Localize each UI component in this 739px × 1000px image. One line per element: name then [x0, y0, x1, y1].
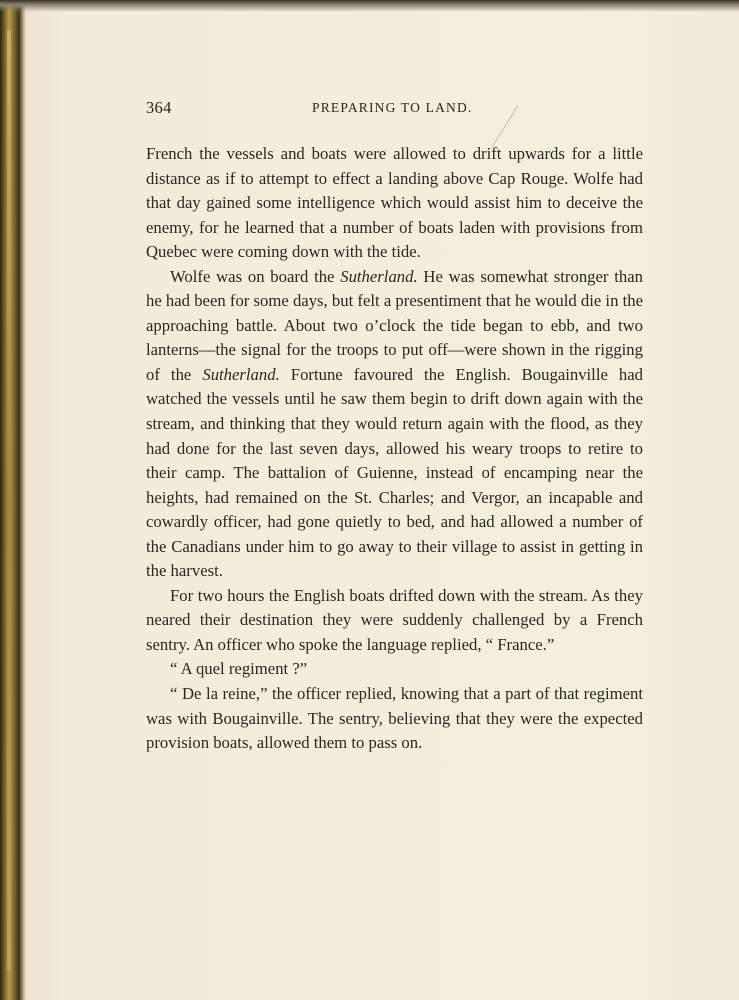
running-head — [146, 98, 476, 126]
top-page-shadow — [0, 0, 739, 12]
paragraph-2 — [146, 265, 643, 584]
paragraph-2-part-a: Wolfe was on board the — [170, 266, 341, 286]
paragraph-3: For two hours the English boats drifted down with the stream. As they neared their destination they were suddenly challenged by a French sentry. An officer who spoke the language replied, “ France.” — [146, 585, 643, 654]
body-text — [146, 142, 643, 756]
running-title: PREPARING TO LAND. — [312, 100, 473, 115]
paragraph-4-dialogue: “ A quel regiment ?” — [170, 659, 308, 679]
paragraph-2-part-c: Fortune favoured the English. Bougainville had watched the vessels until he saw them begin to drift down again with the stream, and thinking that they would return again with the flood, as they had done for the last seven days, allowed his weary troops to retire to their camp. The battalion of Guienne, instead of encamping near the heights, had remained on the St. Charles; and Vergor, an incapable and cowardly officer, had gone quietly to bed, and had allowed a number of the Canadians under him to go away to their village to assist in getting in the harvest. — [146, 364, 643, 581]
paragraph-1: French the vessels and boats were allowed to drift upwards for a little distance as if to attempt to effect a landing above Cap Rouge. Wolfe had that day gained some intelligence which would assist him to deceive the enemy, for he learned that a number of boats laden with provisions from Quebec were coming down with the tide. — [146, 144, 643, 262]
ship-name-italic: Sutherland. — [202, 364, 280, 384]
page-number: 364 — [146, 98, 172, 117]
paragraph-5-dialogue: “ De la reine,” the officer replied, knowing that a part of that regiment was with Bougainville. The sentry, believing that they were the expected provision boats, allowed them to pass on. — [146, 684, 643, 753]
book-binding-edge — [0, 0, 26, 1000]
gilt-edge-highlight — [7, 30, 11, 970]
paragraph-2-part-b: He was somewhat stronger than he had been for some days, but felt a presentiment that he would die in the approaching battle. About two o’clock the tide began to ebb, and two lanterns—the signal for the troops to put off—were shown in the rigging of the — [146, 266, 643, 384]
book-page — [26, 10, 739, 1000]
ship-name-italic: Sutherland. — [340, 266, 418, 286]
